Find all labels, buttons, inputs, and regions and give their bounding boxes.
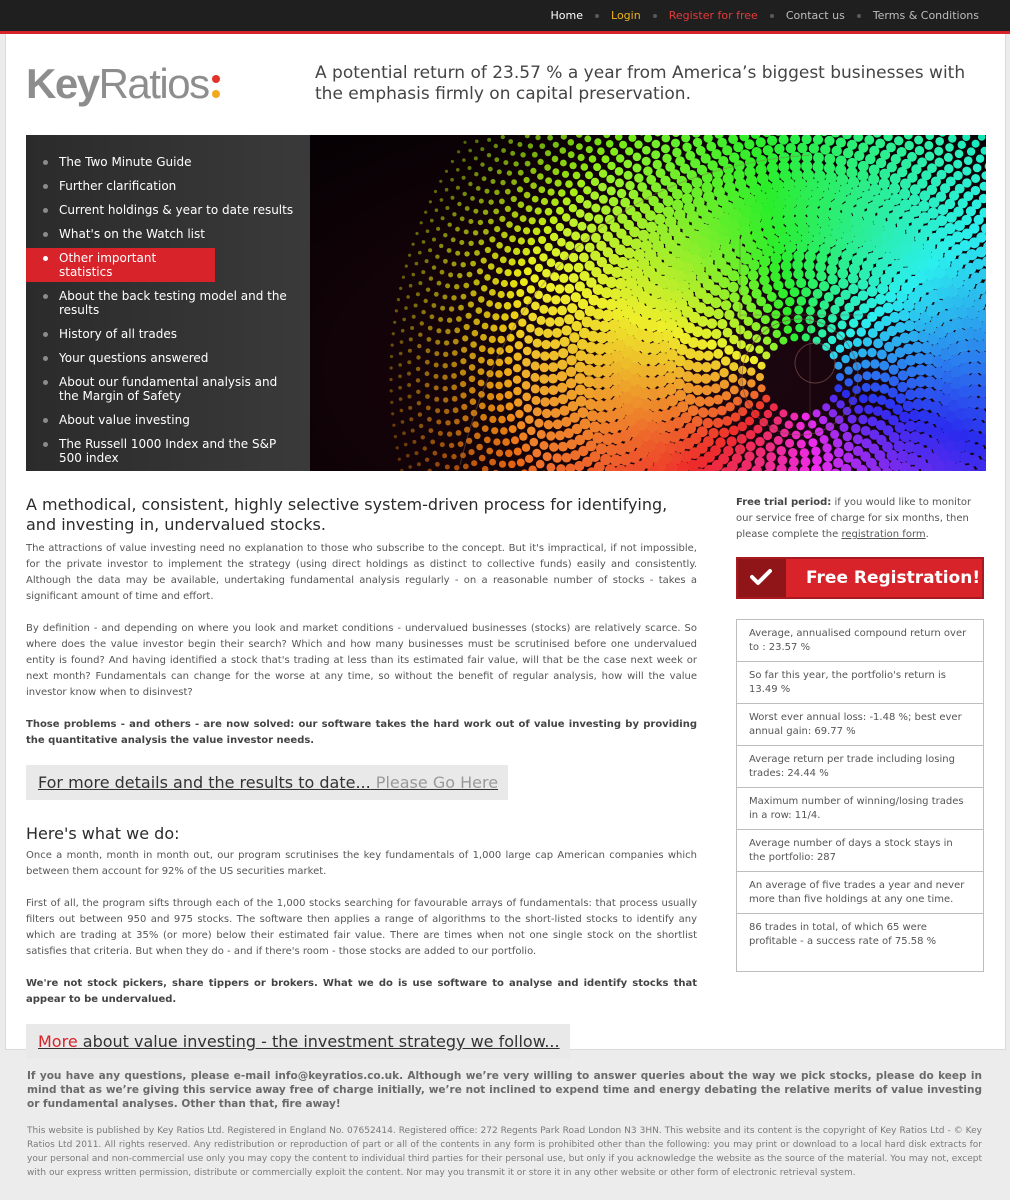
hero-menu-label: Your questions answered [59, 351, 209, 365]
bullet-icon [43, 294, 48, 299]
main-panel [5, 34, 1006, 1050]
stat-item: Average return per trade including losing trades: 24.44 % [737, 746, 983, 788]
paragraph-bold: We're not stock pickers, share tippers or brokers. What we do is use software to analyse and identify stocks that appear to be undervalued. [26, 978, 697, 1005]
free-trial-text [736, 495, 984, 543]
hero-menu [26, 135, 310, 471]
free-registration-label: Free Registration! [806, 568, 981, 588]
hero-menu-label: About our fundamental analysis and the Margin of Safety [59, 375, 278, 403]
trial-body: if you would like to monitor our service free of charge for six months, then please complete the [736, 497, 972, 540]
cta-text-light: Please Go Here [370, 773, 499, 792]
nav-terms-link[interactable]: Terms & Conditions [872, 9, 979, 22]
nav-separator [857, 14, 861, 18]
nav-home-link[interactable]: Home [550, 9, 584, 22]
hero-menu-item[interactable] [26, 351, 310, 365]
main-content [26, 495, 697, 1083]
footer-questions: If you have any questions, please e-mail info@keyratios.co.uk. Although we’re very willing to answer queries about the way we pick stocks, please do keep in mind that as we’re giving this service away free of charge initially, we’re not inclined to expend time and energy debating the relative merits of value investing or fundamental analyses. Other than that, fire away! [27, 1070, 982, 1110]
cta-text: about value investing - the investment strategy we follow... [77, 1032, 560, 1051]
hero-menu-label: Current holdings & year to date results [59, 203, 294, 217]
hero-menu-label: History of all trades [59, 327, 177, 341]
bullet-icon [43, 418, 48, 423]
stat-item: An average of five trades a year and never more than five holdings at any one time. [737, 872, 983, 914]
bullet-icon [43, 356, 48, 361]
hero-menu-item[interactable] [26, 227, 310, 241]
top-nav [551, 0, 979, 31]
trial-label: Free trial period: [736, 497, 832, 508]
logo-colon-icon [212, 72, 222, 102]
stat-item: Average number of days a stock stays in the portfolio: 287 [737, 830, 983, 872]
logo[interactable] [26, 58, 226, 110]
stats-list [736, 619, 984, 972]
cta-text: For more details and the results to date... [38, 773, 371, 792]
logo-ratios-text: Ratios [98, 60, 209, 107]
hero-menu-label: The Russell 1000 Index and the S&P 500 index [59, 437, 277, 465]
stat-item: Worst ever annual loss: -1.48 %; best ever annual gain: 69.77 % [737, 704, 983, 746]
paragraph: By definition - and depending on where you look and market conditions - undervalued businesses (stocks) are relatively scarce. So where does the value investor begin their search? Which and how many businesses must be scrutinised before one undervalued entity is found? And having identified a stock that's trading at less than its estimated fair value, will that be the case next week or next month? Fundamentals can change for the worse at any time, so without the benefit of regular analysis, how will the value investor know when to disinvest? [26, 623, 697, 698]
free-registration-button[interactable] [736, 557, 984, 599]
bullet-icon [43, 232, 48, 237]
hero-menu-item[interactable] [26, 289, 310, 317]
tagline: A potential return of 23.57 % a year from America’s biggest businesses with the emphasis firmly on capital preservation. [315, 63, 966, 104]
cta-text-red: More [38, 1032, 78, 1051]
hero-menu-label: About the back testing model and the results [59, 289, 287, 317]
bullet-icon [43, 442, 48, 447]
nav-separator [595, 14, 599, 18]
hero-banner [26, 135, 986, 471]
hero-menu-item[interactable] [26, 179, 310, 193]
hero-menu-label: About value investing [59, 413, 190, 427]
checkmark-icon [738, 559, 786, 597]
stat-item: So far this year, the portfolio's return is 13.49 % [737, 662, 983, 704]
nav-register-link[interactable]: Register for free [668, 9, 758, 22]
paragraph: Once a month, month in month out, our program scrutinises the key fundamentals of 1,000 large cap American companies which between them account for 92% of the US securities market. [26, 850, 697, 877]
hero-menu-label: The Two Minute Guide [59, 155, 192, 169]
bullet-icon [43, 160, 48, 165]
hero-dot-spiral-image [310, 135, 986, 471]
content-heading: A methodical, consistent, highly selective system-driven process for identifying, and investing in, undervalued stocks. [26, 495, 668, 534]
details-cta-button[interactable] [26, 765, 508, 800]
stat-item: 86 trades in total, of which 65 were profitable - a success rate of 75.58 % [749, 922, 937, 947]
bullet-icon [43, 208, 48, 213]
hero-menu-item[interactable] [26, 413, 310, 427]
hero-menu-label: Other important statistics [59, 251, 157, 279]
top-bar [0, 0, 1010, 31]
hero-menu-item[interactable] [26, 375, 310, 403]
stat-item: Average, annualised compound return over to : 23.57 % [737, 620, 983, 662]
footer-legal: This website is published by Key Ratios Ltd. Registered in England No. 07652414. Registered office: 272 Regents Park Road London N3 3HN. This website and its content is the copyright of Key Ratios Ltd - © Key Ratios Ltd 2011. All rights reserved. Any redistribution or reproduction of part or all of the contents in any form is prohibited other than the following: you may print or download to a local hard disk extracts for your personal and non-commercial use only you may copy the content to individual third parties for their personal use, but only if you acknowledge the website as the source of the material. You may not, except with our express written permission, distribute or commercially exploit the content. Nor may you transmit it or store it in any other website or other form of electronic retrieval system. [27, 1126, 982, 1178]
hero-menu-label: What's on the Watch list [59, 227, 205, 241]
stat-item: Maximum number of winning/losing trades in a row: 11/4. [737, 788, 983, 830]
bullet-icon [43, 332, 48, 337]
nav-login-link[interactable]: Login [611, 9, 641, 22]
nav-separator [770, 14, 774, 18]
logo-key-text: Key [26, 60, 99, 107]
sidebar [736, 495, 984, 972]
hero-menu-label: Further clarification [59, 179, 177, 193]
hero-menu-item[interactable] [26, 437, 310, 465]
bullet-icon [43, 256, 48, 261]
footer [27, 1069, 982, 1180]
hero-menu-item[interactable] [26, 327, 310, 341]
nav-contact-link[interactable]: Contact us [785, 9, 845, 22]
paragraph: The attractions of value investing need no explanation to those who subscribe to the concept. But it's impractical, if not impossible, for the private investor to implement the strategy (using direct holdings as distinct to collective funds) easily and consistently. Although the data may be available, undertaking fundamental analysis regularly - on a reasonable number of stocks - takes a significant amount of time and effort. [26, 543, 697, 602]
bullet-icon [43, 380, 48, 385]
paragraph-bold: Those problems - and others - are now solved: our software takes the hard work out of value investing by providing the quantitative analysis the value investor needs. [26, 719, 697, 746]
hero-menu-item[interactable] [26, 203, 310, 217]
hero-menu-item[interactable] [26, 155, 310, 169]
section-heading: Here's what we do: [26, 824, 180, 843]
hero-menu-item-active[interactable] [26, 248, 215, 282]
paragraph: First of all, the program sifts through each of the 1,000 stocks searching for favourable arrays of fundamentals: that process usually filters out between 950 and 975 stocks. The software then applies a range of algorithms to the short-listed stocks to identify any which are trading at 35% (or more) below their estimated fair value. There are times when not one single stock on the shortlist satisfies that criteria. But when they do - and if there's room - those stocks are added to our portfolio. [26, 898, 697, 957]
nav-separator [653, 14, 657, 18]
trial-end: . [925, 529, 929, 540]
bullet-icon [43, 184, 48, 189]
registration-form-link[interactable]: registration form [841, 529, 926, 540]
value-investing-cta-button[interactable] [26, 1024, 570, 1059]
